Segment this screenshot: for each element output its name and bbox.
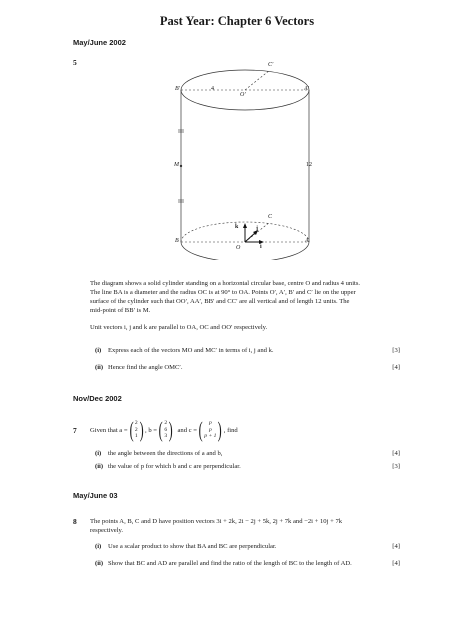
vector-c-y: p xyxy=(208,426,212,433)
q7-part-ii-marks: [3] xyxy=(392,463,400,470)
q7-b-eq: , b = xyxy=(145,426,158,434)
q5-part-i-label: (i) xyxy=(95,347,102,354)
label-height: 12 xyxy=(306,162,312,168)
question-number: 7 xyxy=(73,426,77,435)
section-heading: May/June 03 xyxy=(73,491,118,500)
midpoint-M xyxy=(180,165,182,167)
label-a: A xyxy=(305,238,309,244)
vector-c-z: p + 1 xyxy=(204,433,217,440)
label-c: C xyxy=(268,214,273,220)
section-heading: May/June 2002 xyxy=(73,38,126,47)
label-a-top: A′ xyxy=(304,86,309,92)
label-j: j xyxy=(256,226,258,232)
q7-part-i-text: the angle between the directions of a and b, xyxy=(108,450,223,457)
q8-part-i-text: Use a scalar product to show that BA and BC are perpendicular. xyxy=(108,543,277,550)
q8-line2: respectively. xyxy=(90,527,124,534)
vector-a-y: 2 xyxy=(134,426,138,433)
q7-part-ii-label: (ii) xyxy=(95,463,104,470)
q5-part-i-text: Express each of the vectors MO and MC′ in terms of i, j and k. xyxy=(108,347,274,354)
vector-b-y: 6 xyxy=(164,426,168,433)
label-i: i xyxy=(260,244,262,250)
label-k: k xyxy=(235,224,239,230)
q8-part-i-label: (i) xyxy=(95,543,102,550)
q5-part-ii-text: Hence find the angle OMC′. xyxy=(108,364,183,371)
vector-b: ( 2 6 3 ) xyxy=(158,417,173,442)
vector-a-z: 1 xyxy=(134,433,138,440)
label-o: O xyxy=(236,245,241,251)
vector-a-x: 2 xyxy=(134,420,138,427)
q5-para1-line3: surface of the cylinder such that OO′, AA′, BB′ and CC′ are all vertical and of length 12 units. The xyxy=(90,298,350,305)
q7-find: , find xyxy=(223,426,238,434)
vector-b-x: 2 xyxy=(164,420,168,427)
label-radius: 4 xyxy=(211,86,214,92)
q5-part-ii-label: (ii) xyxy=(95,364,104,371)
q5-para1-line4: mid-point of BB′ is M. xyxy=(90,307,151,314)
label-c-top: C′ xyxy=(268,62,274,68)
label-m: M xyxy=(174,162,179,168)
q5-part-ii-marks: [4] xyxy=(392,364,400,371)
q8-part-ii-text: Show that BC and AD are parallel and find the ratio of the length of BC to the length of AD. xyxy=(108,560,352,567)
top-radius xyxy=(245,70,270,90)
q7-part-i-label: (i) xyxy=(95,450,102,457)
q8-line1: The points A, B, C and D have position vectors 3i + 2k, 2i − 2j + 5k, 2j + 7k and −2i + 10j + 7k xyxy=(90,518,343,525)
q7-part-ii-text: the value of p for which b and c are perpendicular. xyxy=(108,463,241,470)
label-b: B xyxy=(175,238,179,244)
q7-part-i-marks: [4] xyxy=(392,450,400,457)
q5-para2: Unit vectors i, j and k are parallel to OA, OC and OO′ respectively. xyxy=(90,324,268,331)
label-b-top: B′ xyxy=(175,86,180,92)
page-title: Past Year: Chapter 6 Vectors xyxy=(159,14,315,28)
q7-given: Given that a = xyxy=(90,426,128,434)
section-heading: Nov/Dec 2002 xyxy=(73,394,122,403)
q8-part-i-marks: [4] xyxy=(392,543,400,550)
question-number: 5 xyxy=(73,58,77,67)
q5-para1-line1: The diagram shows a solid cylinder standing on a horizontal circular base, centre O and radius 4 units. xyxy=(90,280,361,287)
q5-para1-line2: The line BA is a diameter and the radius OC is at 90° to OA. Points O′, A′, B′ and C′ lie on the upper xyxy=(90,289,356,296)
vector-c-x: p xyxy=(208,420,212,427)
label-o-top: O′ xyxy=(240,92,246,98)
q8-part-ii-marks: [4] xyxy=(392,560,400,567)
q7-c-eq: and c = xyxy=(177,426,197,434)
vector-c: ( p p p + 1 ) xyxy=(198,417,223,442)
q5-part-i-marks: [3] xyxy=(392,347,400,354)
bottom-ellipse-front xyxy=(181,242,309,260)
vector-a: ( 2 2 1 ) xyxy=(129,417,144,442)
question-number: 8 xyxy=(73,517,77,526)
q8-part-ii-label: (ii) xyxy=(95,560,104,567)
vector-b-z: 3 xyxy=(164,433,168,440)
q7-given-row xyxy=(90,412,238,448)
